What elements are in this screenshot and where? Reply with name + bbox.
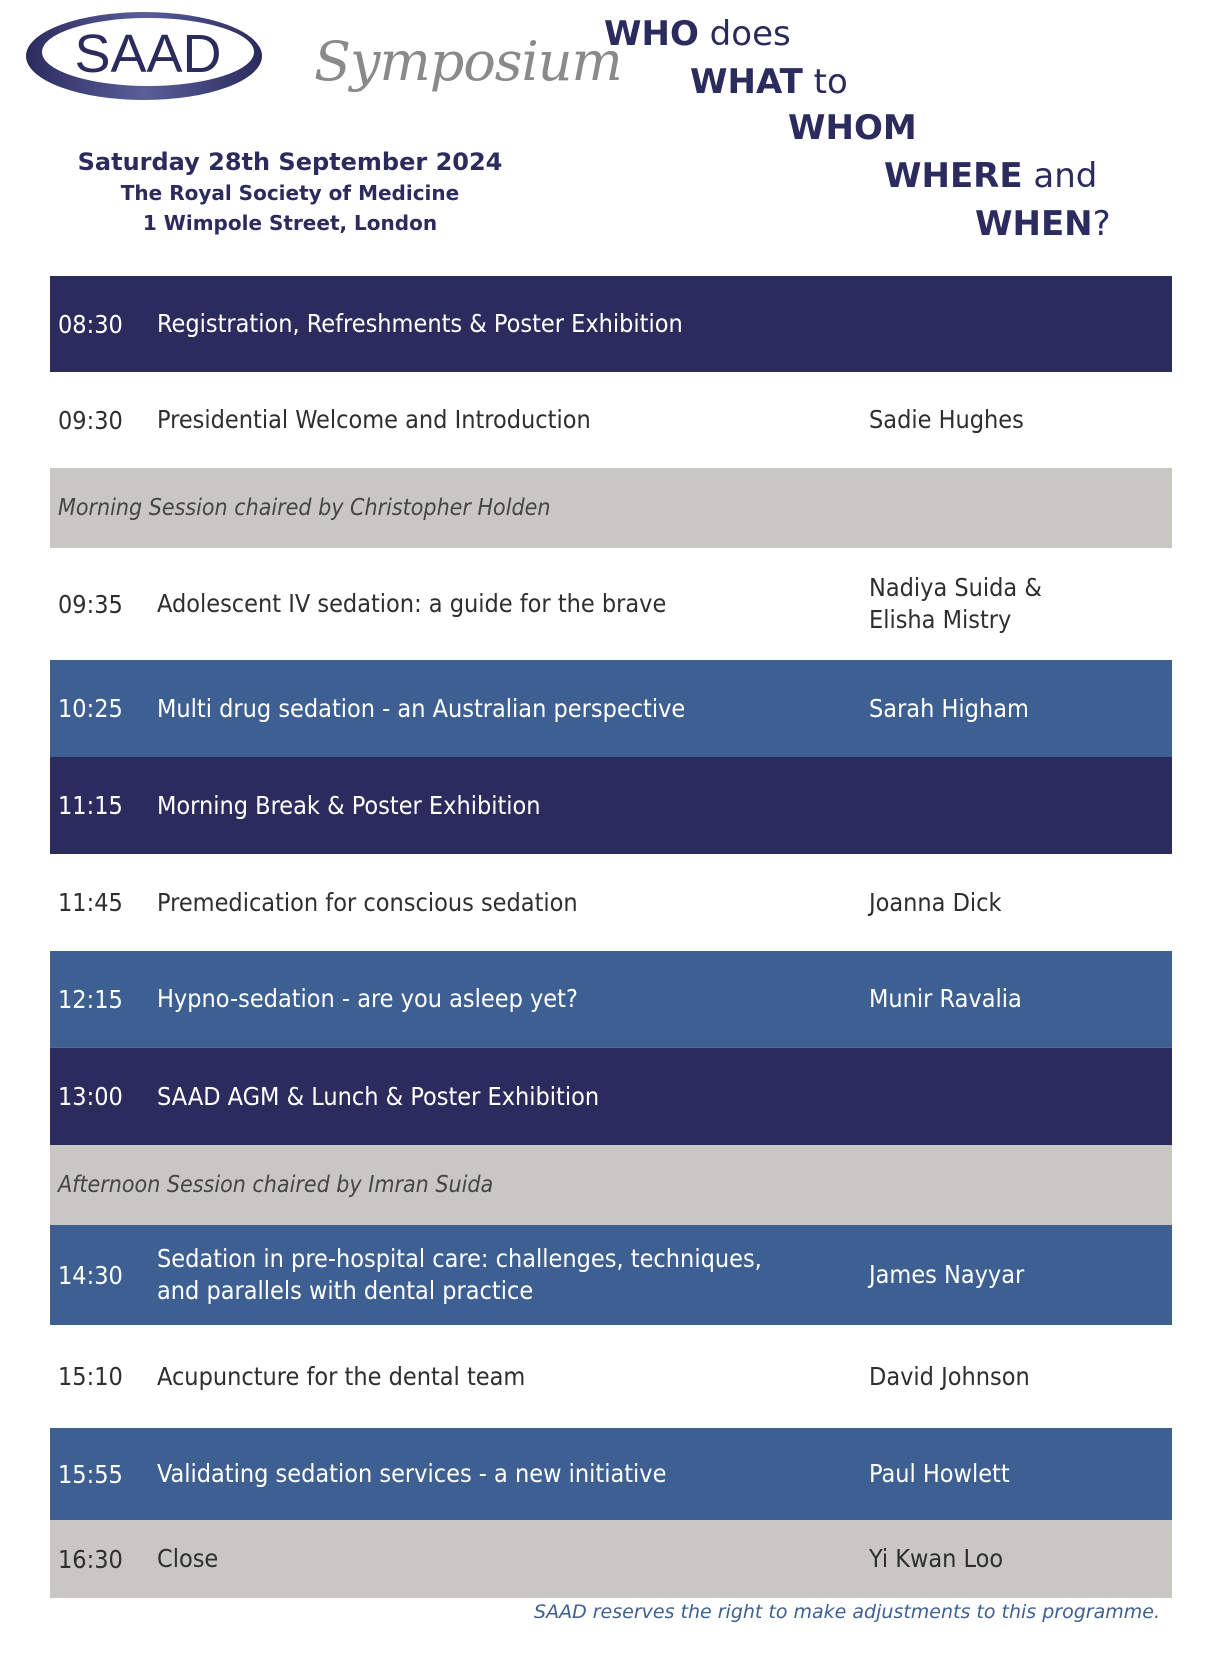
row-speaker: Paul Howlett [869,1459,1010,1488]
table-row [50,1048,1172,1145]
session-chair: Afternoon Session chaired by Imran Suida [58,1172,494,1198]
row-speaker: David Johnson [869,1361,1030,1391]
row-speaker: Munir Ravalia [869,984,1022,1013]
tagline-line-2 [690,62,848,102]
table-row [50,1325,1172,1428]
logo-word: Symposium [314,30,622,93]
row-speaker: Nadiya Suida & Elisha Mistry [869,573,1042,634]
row-time: 11:45 [58,888,123,917]
row-title: SAAD AGM & Lunch & Poster Exhibition [157,1081,600,1111]
row-time: 13:00 [58,1082,123,1111]
saad-logo [24,12,622,112]
row-time: 10:25 [58,694,123,723]
table-row [50,276,1172,372]
tagline-to: to [802,62,848,102]
row-time: 08:30 [58,309,123,339]
tagline-when: WHEN [975,204,1093,244]
event-date: Saturday 28th September 2024 [77,148,503,176]
session-row [50,1145,1172,1225]
row-title: Close [157,1544,219,1573]
row-time: 12:15 [58,984,123,1014]
table-row [50,757,1172,854]
tagline-line-4 [884,156,1097,196]
row-time: 09:30 [58,405,123,435]
table-row [50,1225,1172,1325]
tagline-does: does [698,14,791,54]
table-row [50,548,1172,660]
row-time: 09:35 [58,589,123,619]
row-title: Registration, Refreshments & Poster Exhibition [157,309,683,338]
row-title: Morning Break & Poster Exhibition [157,790,541,820]
event-info [40,146,540,238]
tagline-who: WHO [604,14,699,54]
row-title: Validating sedation services - a new initiative [157,1459,667,1488]
event-venue: The Royal Society of Medicine [120,181,460,205]
session-row [50,468,1172,548]
row-speaker: Yi Kwan Loo [869,1544,1004,1573]
table-row [50,951,1172,1048]
session-chair: Morning Session chaired by Christopher Holden [58,495,551,521]
table-row [50,660,1172,757]
tagline-line-3 [788,108,917,148]
saad-logo-ellipse-icon [24,12,304,112]
footer-disclaimer: SAAD reserves the right to make adjustments to this programme. [534,1601,1160,1623]
table-row [50,854,1172,951]
table-row [50,1428,1172,1520]
row-title: Acupuncture for the dental team [157,1361,526,1391]
row-title: Sedation in pre-hospital care: challenges, techniques, and parallels with dental practice [157,1244,762,1305]
row-time: 11:15 [58,791,123,820]
row-speaker: Sadie Hughes [869,405,1024,434]
tagline-where: WHERE [884,156,1023,196]
tagline-line-1 [604,14,791,54]
row-speaker: James Nayyar [869,1260,1025,1289]
row-time: 14:30 [58,1260,123,1290]
tagline-and: and [1022,156,1098,196]
tagline-what: WHAT [690,62,803,102]
row-speaker: Joanna Dick [869,887,1002,917]
row-title: Hypno-sedation - are you asleep yet? [157,984,578,1013]
row-time: 16:30 [58,1544,123,1574]
row-title: Multi drug sedation - an Australian perspective [157,693,686,723]
row-speaker: Sarah Higham [869,693,1029,723]
tagline-question: ? [1092,204,1111,244]
row-title: Presidential Welcome and Introduction [157,405,591,434]
row-time: 15:10 [58,1362,123,1391]
table-row [50,1520,1172,1598]
table-row [50,372,1172,468]
logo-text: SAAD [74,24,222,84]
schedule-table [50,276,1172,1598]
tagline-whom: WHOM [788,108,917,148]
tagline-line-5 [975,204,1111,244]
event-address: 1 Wimpole Street, London [142,211,438,235]
row-time: 15:55 [58,1459,123,1489]
row-title: Adolescent IV sedation: a guide for the brave [157,589,667,618]
row-title: Premedication for conscious sedation [157,887,578,917]
